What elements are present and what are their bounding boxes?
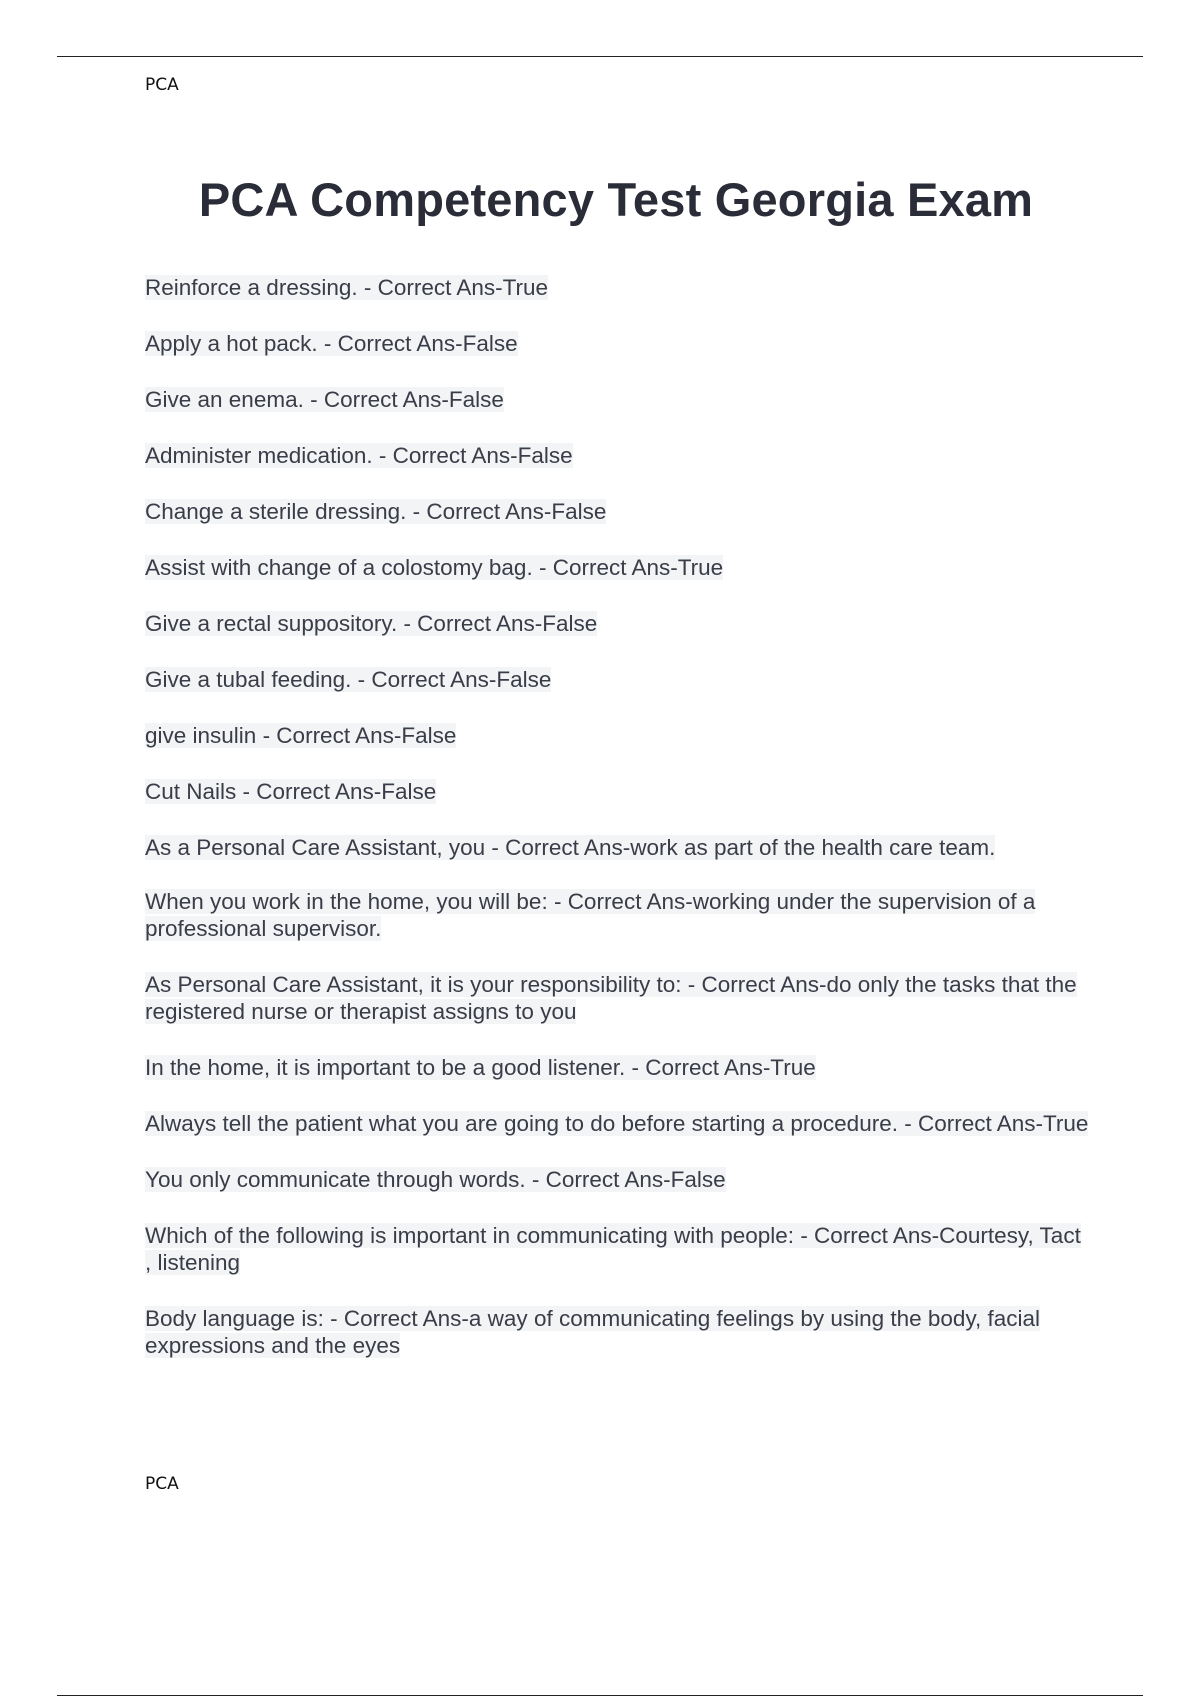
qa-item: Reinforce a dressing. - Correct Ans-True xyxy=(145,275,549,300)
qa-item: Administer medication. - Correct Ans-False xyxy=(145,443,573,468)
running-header: PCA xyxy=(145,75,179,95)
qa-item: Cut Nails - Correct Ans-False xyxy=(145,779,437,804)
qa-item: In the home, it is important to be a good listener. - Correct Ans-True xyxy=(145,1055,816,1080)
qa-item: As Personal Care Assistant, it is your responsibility to: - Correct Ans-do only the tasks that the registered nurse or therapist assigns to you xyxy=(145,972,1077,1024)
qa-item: Change a sterile dressing. - Correct Ans-False xyxy=(145,499,607,524)
qa-item: Give a tubal feeding. - Correct Ans-False xyxy=(145,667,552,692)
qa-item: You only communicate through words. - Correct Ans-False xyxy=(145,1167,726,1192)
qa-item: Body language is: - Correct Ans-a way of communicating feelings by using the body, facial expressions and the eyes xyxy=(145,1306,1041,1358)
header-rule xyxy=(57,56,1143,57)
page-title: PCA Competency Test Georgia Exam xyxy=(198,173,1034,226)
qa-item: Apply a hot pack. - Correct Ans-False xyxy=(145,331,518,356)
qa-item: Assist with change of a colostomy bag. - Correct Ans-True xyxy=(145,555,724,580)
qa-item: Which of the following is important in communicating with people: - Correct Ans-Courtesy, Tact , listening xyxy=(145,1223,1081,1275)
qa-item: When you work in the home, you will be: - Correct Ans-working under the supervision of a professional supervisor. xyxy=(145,889,1036,941)
qa-list xyxy=(145,274,1090,1359)
footer-rule xyxy=(57,1695,1143,1696)
qa-item: Give an enema. - Correct Ans-False xyxy=(145,387,504,412)
qa-item: give insulin - Correct Ans-False xyxy=(145,723,457,748)
running-footer: PCA xyxy=(145,1474,179,1494)
qa-item: Give a rectal suppository. - Correct Ans-False xyxy=(145,611,598,636)
qa-item: As a Personal Care Assistant, you - Correct Ans-work as part of the health care team. xyxy=(145,835,996,860)
qa-item: Always tell the patient what you are going to do before starting a procedure. - Correct Ans-True xyxy=(145,1111,1089,1136)
